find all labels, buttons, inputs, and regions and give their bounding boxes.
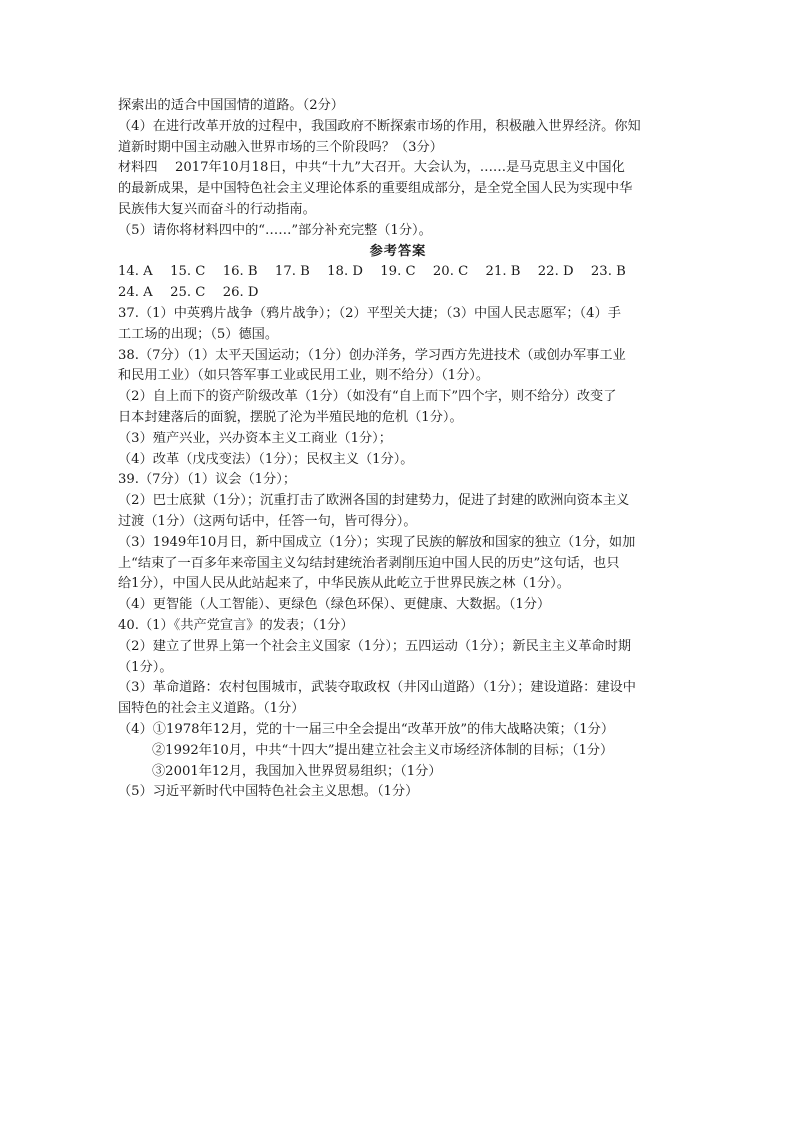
text-line: 39.（7分）（1）议会（1分）； — [118, 472, 297, 488]
text-line: （2）建立了世界上第一个社会主义国家（1分）；五四运动（1分）；新民主主义革命时期 — [118, 638, 632, 654]
text-line: 40.（1）《共产党宣言》的发表；（1分） — [118, 617, 354, 633]
text-line: 37.（1）中英鸦片战争（鸦片战争）；（2）平型关大捷；（3）中国人民志愿军；（4）手 — [118, 305, 621, 321]
text-line: 的最新成果，是中国特色社会主义理论体系的重要组成部分，是全党全国人民为实现中华 — [118, 181, 633, 197]
text-line: 38.（7分）（1）太平天国运动；（1分）创办洋务，学习西方先进技术（或创办军事工业 — [118, 347, 626, 363]
text-line: （2）自上而下的资产阶级改革（1分）（如没有“自上而下”四个字，则不给分）改变了 — [118, 389, 617, 405]
text-line: ③2001年12月，我国加入世界贸易组织；（1分） — [152, 763, 442, 779]
text-line: （4）改革（戊戌变法）（1分）；民权主义（1分）。 — [118, 451, 414, 467]
text-line: （5）习近平新时代中国特色社会主义思想。（1分） — [118, 784, 419, 800]
text-line: 探索出的适合中国国情的道路。（2分） — [118, 98, 344, 113]
text-line: 上“结束了一百多年来帝国主义勾结封建统治者剥削压迫中国人民的历史”这句话，也只 — [118, 555, 620, 571]
answers-heading: 参考答案 — [369, 243, 427, 259]
text-line: 日本封建落后的面貌，摆脱了沦为半殖民地的危机（1分）。 — [118, 409, 463, 425]
text-line: 和民用工业）（如只答军事工业或民用工业，则不给分）（1分）。 — [118, 368, 490, 384]
text-line: 24. A 25. C 26. D — [118, 285, 259, 301]
text-line: ②1992年10月，中共“十四大”提出建立社会主义市场经济体制的目标；（1分） — [152, 742, 614, 758]
text-line: 过渡（1分）（这两句话中，任答一句，皆可得分）。 — [118, 513, 417, 529]
text-line: 材料四 2017年10月18日，中共“十九”大召开。大会认为，……是马克思主义中国化 — [118, 160, 625, 176]
text-line: 道新时期中国主动融入世界市场的三个阶段吗？（3分） — [118, 139, 443, 155]
text-line: （5）请你将材料四中的“……”部分补充完整（1分）。 — [118, 222, 432, 238]
text-line: 14. A 15. C 16. B 17. B 18. D 19. C 20. C 21. B 22. D 23. B — [118, 264, 626, 280]
text-line: （2）巴士底狱（1分）；沉重打击了欧洲各国的封建势力，促进了封建的欧洲向资本主义 — [118, 493, 630, 509]
text-line: 民族伟大复兴而奋斗的行动指南。 — [118, 201, 316, 217]
text-line: （3）革命道路：农村包围城市，武装夺取政权（井冈山道路）（1分）；建设道路：建设中 — [118, 680, 636, 696]
document-page — [118, 96, 678, 803]
text-line: （4）在进行改革开放的过程中，我国政府不断探索市场的作用，积极融入世界经济。你知 — [118, 118, 641, 134]
text-line: 工工场的出现；（5）德国。 — [118, 326, 279, 342]
text-line: 给1分），中国人民从此站起来了，中华民族从此屹立于世界民族之林（1分）。 — [118, 576, 570, 592]
text-line: （1分）。 — [118, 659, 173, 675]
text-line: （4）①1978年12月，党的十一届三中全会提出“改革开放”的伟大战略决策；（1分） — [118, 721, 615, 737]
text-line: （3）殖产兴业，兴办资本主义工商业（1分）； — [118, 430, 392, 446]
text-line: （4）更智能（人工智能）、更绿色（绿色环保）、更健康、大数据。（1分） — [118, 597, 551, 613]
text-line: 国特色的社会主义道路。（1分） — [118, 701, 305, 717]
text-line: （3）1949年10月日，新中国成立（1分）；实现了民族的解放和国家的独立（1分，如加 — [118, 534, 636, 550]
